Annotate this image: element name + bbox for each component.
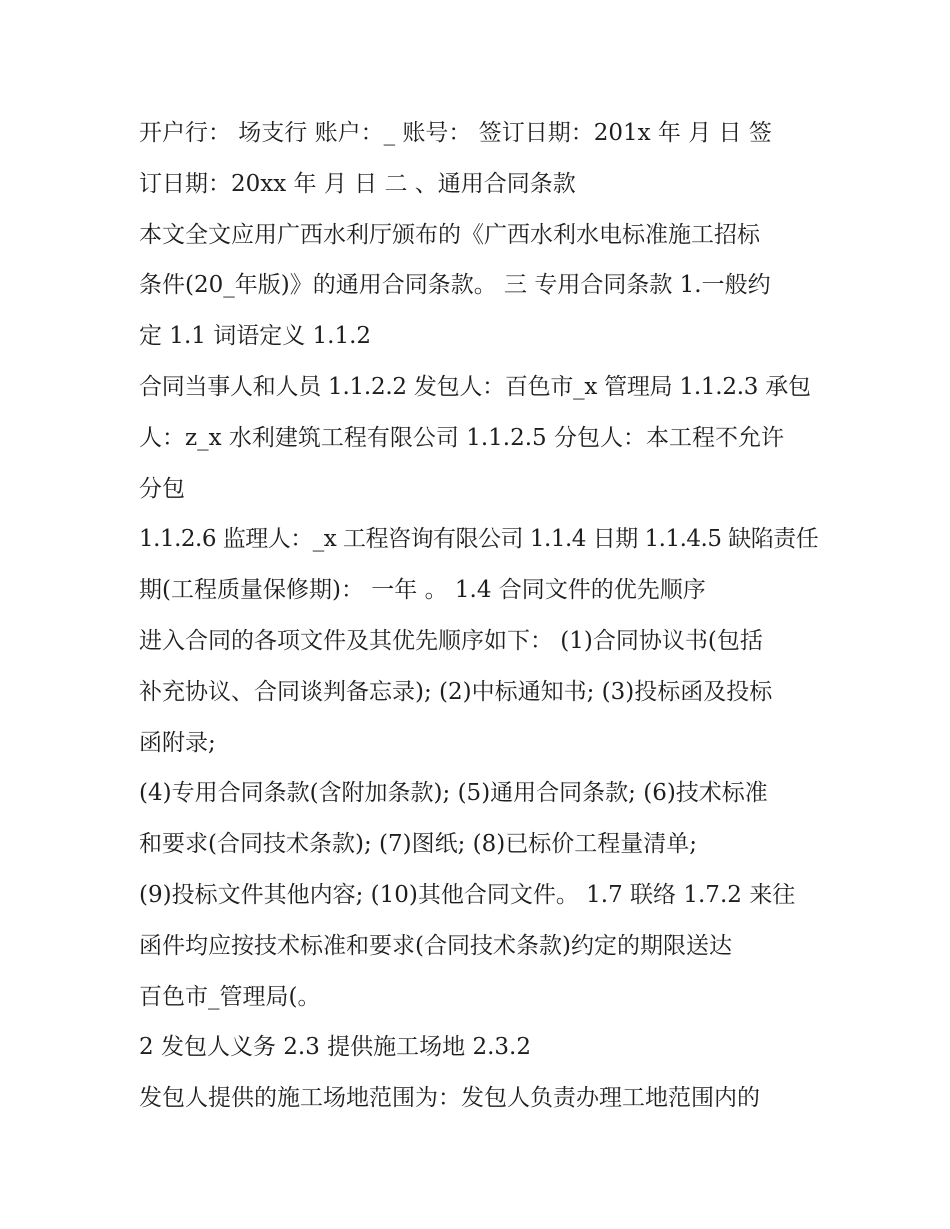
text-line: 期(工程质量保修期)： 一年 。 1.4 合同文件的优先顺序 bbox=[139, 577, 706, 604]
text-line: 发包人提供的施工场地范围为：发包人负责办理工地范围内的 bbox=[139, 1085, 760, 1112]
text-line: 分包 bbox=[139, 475, 185, 502]
text-line: 开户行： 场支行 账户：_ 账号： 签订日期：201x 年 月 日 签 bbox=[139, 120, 772, 146]
text-line: 定 1.1 词语定义 1.1.2 bbox=[139, 323, 372, 350]
text-line: 条件(20_年版)》的通用合同条款。 三 专用合同条款 1.一般约 bbox=[139, 272, 771, 299]
text-line: 本文全文应用广西水利厅颁布的《广西水利水电标准施工招标 bbox=[139, 221, 760, 248]
text-line: 合同当事人和人员 1.1.2.2 发包人：百色市_x 管理局 1.1.2.3 承包 bbox=[139, 373, 811, 400]
text-line: 2 发包人义务 2.3 提供施工场地 2.3.2 bbox=[139, 1034, 531, 1061]
text-line: (9)投标文件其他内容; (10)其他合同文件。 1.7 联络 1.7.2 来往 bbox=[139, 881, 796, 908]
text-line: 订日期：20xx 年 月 日 二 、通用合同条款 bbox=[139, 170, 576, 197]
contract-text bbox=[139, 108, 819, 1124]
text-line: 1.1.2.6 监理人：_x 工程咨询有限公司 1.1.4 日期 1.1.4.5 缺陷责任 bbox=[139, 526, 819, 553]
text-line: 补充协议、合同谈判备忘录); (2)中标通知书; (3)投标函及投标 bbox=[139, 678, 773, 705]
text-line: 函附录; bbox=[139, 729, 216, 756]
text-line: 人：z_x 水利建筑工程有限公司 1.1.2.5 分包人：本工程不允许 bbox=[139, 424, 784, 451]
text-line: 和要求(合同技术条款); (7)图纸; (8)已标价工程量清单; bbox=[139, 831, 697, 858]
text-line: 百色市_管理局(。 bbox=[139, 983, 321, 1010]
text-line: (4)专用合同条款(含附加条款); (5)通用合同条款; (6)技术标准 bbox=[139, 780, 768, 807]
text-line: 进入合同的各项文件及其优先顺序如下： (1)合同协议书(包括 bbox=[139, 627, 763, 654]
text-line: 函件均应按技术标准和要求(合同技术条款)约定的期限送达 bbox=[139, 932, 732, 959]
